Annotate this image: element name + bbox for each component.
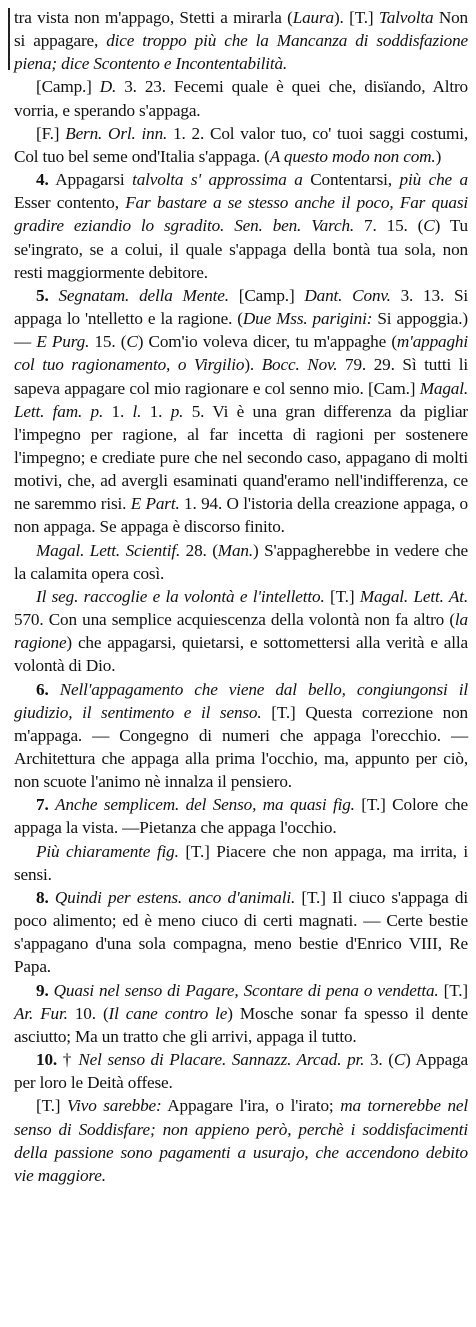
italic-text: Dant. Conv. — [304, 285, 391, 305]
text-run: 3. ( — [364, 1050, 394, 1070]
text-run: ) che appagarsi, quietarsi, e sottomettersi alla verità e alla volontà di Dio. — [14, 633, 468, 676]
text-run: [T.] — [36, 1096, 68, 1116]
text-run: Contentarsi, — [302, 170, 400, 190]
text-run: [T.] — [324, 586, 360, 606]
italic-text: la ragione — [14, 610, 468, 653]
italic-text: C — [126, 332, 138, 352]
text-run: 79. 29. Sì tutti li sapeva appagare col mio ragionare e col senno mio. [Cam.] — [14, 355, 468, 398]
italic-text: Il seg. raccoglie e la volontà e l'intelletto. — [36, 586, 325, 606]
italic-text: Laura — [292, 8, 334, 27]
italic-text: talvolta s' approssima a — [132, 170, 303, 190]
sense-number: 10. — [36, 1050, 58, 1070]
italic-text: Quindi per estens. anco d'animali. — [54, 887, 296, 907]
text-run: [T.] — [438, 980, 469, 1000]
italic-text: dice troppo più che la Mancanza di soddisfazione piena; dice Scontento e Incontentabilità. — [14, 31, 468, 74]
text-run: Si appoggia.) — — [14, 309, 468, 352]
italic-text: E Purg. — [36, 332, 90, 352]
italic-text: Segnatam. della Mente. — [58, 285, 229, 305]
italic-text: Magal. Lett. At. — [359, 586, 468, 606]
entry-paragraph — [14, 75, 468, 121]
italic-text: Due Mss. parigini: — [242, 309, 373, 329]
sense-number: 4. — [36, 170, 49, 190]
italic-text: più che a — [399, 170, 468, 190]
italic-text: Più chiaramente fig. — [36, 841, 179, 861]
entry-paragraph — [14, 840, 468, 886]
text-run: [T.] Il ciuco s'appaga di poco alimento; ed è meno ciuco di certi magnati. — Certe bestie s'appagano d'una sola compagna, meno bestie d'Enrico VIII, Re Papa. — [14, 887, 468, 977]
italic-text: Far bastare a se stesso anche il poco, Far quasi gradire eziandio lo sgradito. Sen. ben. Varch. — [14, 193, 468, 236]
text-run — [49, 680, 60, 699]
entry-text-column — [14, 6, 468, 1187]
text-run: 3. 13. Si appaga lo 'ntelletto e la ragione. ( — [14, 285, 468, 329]
text-run: 3. 23. Fecemi quale è quei che, disïando, Altro vorria, e sperando s'appaga. — [14, 77, 468, 120]
text-run: 1. — [141, 401, 171, 421]
italic-text: Nel senso di Placare. Sannazz. Arcad. pr. — [78, 1050, 365, 1070]
entry-paragraph — [14, 1094, 468, 1187]
text-run: 15. ( — [89, 332, 127, 352]
text-run: Esser contento, — [14, 193, 126, 213]
italic-text: C — [423, 216, 435, 236]
italic-text: Man. — [217, 540, 253, 560]
text-run — [49, 286, 59, 305]
entry-paragraph — [14, 793, 468, 839]
text-run: ) Tu se'ingrato, se a colui, il quale s'appaga della bontà tua sola, non resti maggiormente debitore. — [14, 216, 469, 282]
text-run: ) S'appagherebbe in vedere che la calamita opera così. — [14, 540, 469, 583]
entry-paragraph — [14, 168, 468, 284]
italic-text: Magal. Lett. fam. p. — [14, 378, 468, 421]
italic-text: D. — [99, 77, 117, 97]
entry-paragraph — [14, 6, 468, 75]
entry-paragraph — [14, 678, 468, 794]
text-run: ) Mosche sonar fa spesso il dente asciutto; Ma un tratto che gli arrivi, appaga il tutto. — [14, 1003, 468, 1046]
sense-number: 5. — [36, 285, 49, 305]
italic-text: E Part. — [130, 494, 180, 514]
text-run: Appagarsi — [48, 170, 133, 190]
entry-paragraph — [14, 539, 468, 585]
italic-text: Bocc. Nov. — [261, 355, 338, 375]
text-run: [Camp.] — [36, 77, 100, 97]
italic-text: C — [393, 1050, 406, 1070]
italic-text: p. — [170, 401, 184, 421]
text-run: † — [57, 1050, 79, 1070]
text-run: tra vista non m'appago, Stetti a mirarla ( — [14, 8, 293, 27]
italic-text: Magal. Lett. Scientif. — [36, 540, 181, 560]
italic-text: ma tornerebbe nel senso di Soddisfare; non appieno però, perchè i soddisfacimenti della passione sono pagamenti a usurajo, che accendono debito vie maggiore. — [14, 1096, 469, 1185]
text-run: 1. — [103, 401, 133, 421]
sense-number: 6. — [36, 679, 49, 699]
italic-text: Quasi nel senso di Pagare, Scontare di pena o vendetta. — [53, 980, 439, 1000]
text-run: ). [T.] — [333, 8, 379, 27]
text-run: ) — [435, 146, 442, 166]
text-run: 10. ( — [67, 1003, 109, 1023]
text-run: 28. ( — [180, 540, 218, 560]
text-run: ). — [244, 355, 262, 375]
text-run: 1. 2. Col valor tuo, co' tuoi saggi costumi, Col tuo bel seme ond'Italia s'appaga. ( — [14, 123, 469, 166]
text-run: [Camp.] — [228, 285, 305, 305]
text-run: 1. 94. O l'istoria della creazione appaga, o non appaga. Se appaga è discorso finito. — [14, 494, 468, 537]
sense-number: 7. — [36, 795, 49, 815]
entry-paragraph — [14, 284, 468, 539]
text-run: 7. 15. ( — [354, 216, 424, 236]
text-run: [T.] Questa correzione non m'appaga. — Congegno di numeri che appaga l'orecchio. — Architettura che appaga alla prima l'occhio, ma, appunto per ciò, non scuote l'animo nè innalza il pensiero. — [14, 702, 468, 792]
italic-text: Anche semplicem. del Senso, ma quasi fig. — [55, 795, 355, 815]
text-run: [T.] Piacere che non appaga, ma irrita, i sensi. — [14, 841, 468, 884]
entry-paragraph — [14, 122, 468, 168]
entry-paragraph — [14, 1048, 468, 1094]
sense-number: 9. — [36, 980, 49, 1000]
italic-text: Talvolta — [378, 8, 434, 27]
italic-text: Bern. Orl. inn. — [65, 123, 168, 143]
italic-text: Il cane contro le — [108, 1003, 228, 1023]
text-run: [T.] Colore che appaga la vista. —Pietanza che appaga l'occhio. — [14, 795, 468, 838]
text-run: 5. Vi è una gran differenza da pigliar l'impegno per ragione, al far incetta di ragioni per sostenere l'impegno; e crediate pure che nel secondo caso, appagano di molti motivi, che, ad avergli esaminati quand'eramo nell'indifferenza, ce ne saremmo risi. — [14, 401, 468, 514]
entry-paragraph — [14, 979, 468, 1048]
italic-text: m'appaghi col tuo ragionamento, o Virgilio — [14, 332, 468, 375]
sense-number: 8. — [36, 887, 49, 907]
text-run: 570. Con una semplice acquiescenza della volontà non fa altro ( — [14, 610, 455, 630]
margin-rule — [8, 8, 10, 70]
text-run: Non si appagare, — [14, 8, 468, 51]
entry-paragraph — [14, 886, 468, 979]
italic-text: Vivo sarebbe: — [67, 1096, 162, 1116]
italic-text: l. — [132, 401, 142, 421]
text-run: ) Com'io voleva dicer, tu m'appaghe ( — [137, 332, 397, 352]
text-run: Appagare l'ira, o l'irato; — [161, 1096, 341, 1116]
text-run: ) Appaga per loro le Deità offese. — [14, 1050, 468, 1093]
entry-paragraph — [14, 585, 468, 678]
italic-text: A questo modo non com. — [269, 146, 436, 166]
italic-text: Ar. Fur. — [14, 1003, 68, 1023]
text-run: [F.] — [36, 123, 66, 143]
italic-text: Nell'appagamento che viene dal bello, congiungonsi il giudizio, il sentimento e il senso. — [14, 679, 468, 722]
